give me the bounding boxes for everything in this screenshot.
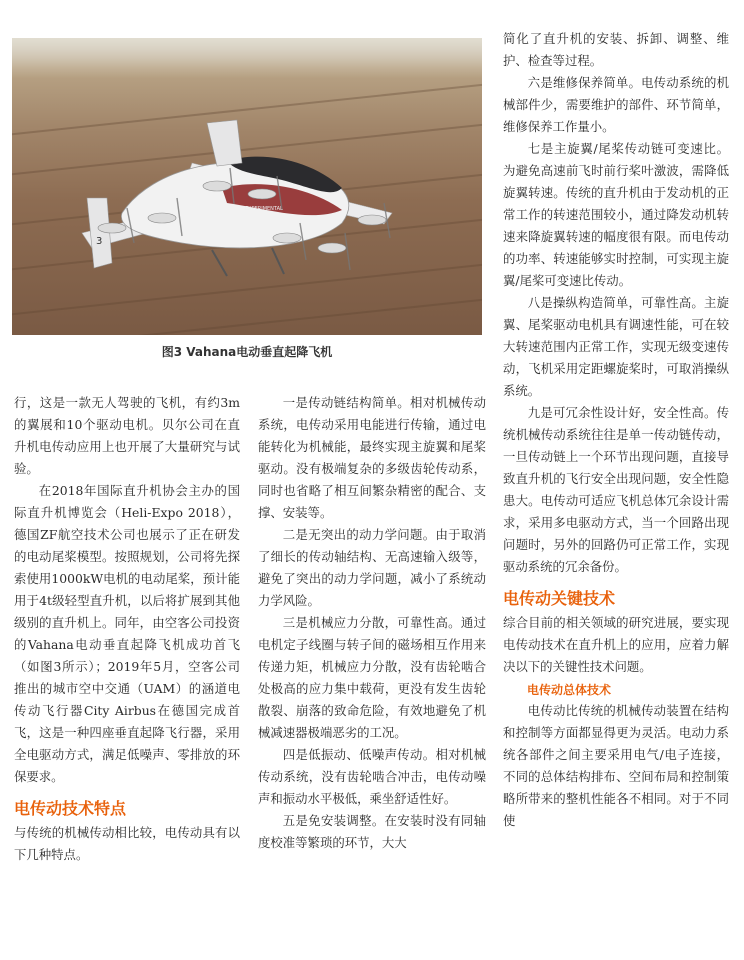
vahana-aircraft-illustration — [12, 38, 482, 335]
paragraph: 四是低振动、低噪声传动。相对机械传动系统，没有齿轮啮合冲击，电传动噪声和振动水平极低，乘坐舒适性好。 — [258, 747, 486, 806]
figure-caption: 图3 Vahana电动垂直起降飞机 — [161, 345, 333, 359]
paragraph: 简化了直升机的安装、拆卸、调整、维护、检查等过程。 — [503, 31, 729, 68]
tail-number: 3 — [96, 236, 103, 247]
column-right — [503, 28, 729, 832]
paragraph: 一是传动链结构简单。相对机械传动系统，电传动采用电能进行传输，通过电能转化为机械能，最终实现主旋翼和尾桨驱动。没有极端复杂的多级齿轮传动系，同时也省略了相互间繁杂精密的配合、支撑、安装等。 — [258, 395, 486, 520]
subsection-heading: 电传动总体技术 — [527, 683, 612, 697]
section-heading: 电传动技术特点 — [14, 799, 127, 818]
paragraph: 与传统的机械传动相比较，电传动具有以下几种特点。 — [14, 825, 240, 862]
paragraph: 八是操纵构造简单，可靠性高。主旋翼、尾桨驱动电机具有调速性能，可在较大转速范围内正常工作，实现无级变速传动，飞机采用定距螺旋桨时，可取消操纵系统。 — [503, 295, 729, 398]
paragraph: 三是机械应力分散，可靠性高。通过电机定子线圈与转子间的磁场相互作用来传递力矩，机械应力分散，没有齿轮啮合处极高的应力集中载荷，更没有发生齿轮散裂、崩落的致命危险，有效地避免了机械减速器极端恶劣的工况。 — [258, 615, 486, 740]
paragraph: 九是可冗余性设计好，安全性高。传统机械传动系统往往是单一传动链传动，一旦传动链上一个环节出现问题，直接导致直升机的飞行安全出现问题，安全性隐患大。电传动可适应飞机总体冗余设计需求，采用多电驱动方式，当一个回路出现问题时，另外的回路仍可正常工作，实现驱动系统的冗余备份。 — [503, 405, 729, 574]
paragraph: 行，这是一款无人驾驶的飞机，有约3m的翼展和10个驱动电机。贝尔公司在直升机电传动应用上也开展了大量研究与试验。 — [14, 395, 240, 476]
aircraft-photo — [12, 38, 482, 335]
paragraph: 在2018年国际直升机协会主办的国际直升机博览会（Heli-Expo 2018），德国ZF航空技术公司也展示了正在研发的电动尾桨模型。按照规划，公司将先探索使用1000kW电机的电动尾桨，预计能用于4t级轻型直升机，以后将扩展到其他级别的直升机上。同年，由空客公司投资的Vahana电动垂直起降飞机成功首飞（如图3所示）；2019年5月，空客公司推出的城市空中交通（UAM）的涵道电传动飞行器City Airbus在德国完成首飞，这是一种四座垂直起降飞行器，采用全电驱动方式，满足低噪声、零排放的环保要求。 — [14, 483, 240, 784]
paragraph: 二是无突出的动力学问题。由于取消了细长的传动轴结构、无高速输入级等，避免了突出的动力学问题，减小了系统动力学风险。 — [258, 527, 486, 608]
paragraph: 五是免安装调整。在安装时没有同轴度校准等繁琐的环节，大大 — [258, 813, 486, 850]
column-middle — [258, 392, 486, 854]
paragraph: 六是维修保养简单。电传动系统的机械部件少，需要维护的部件、环节简单，维修保养工作量小。 — [503, 75, 729, 134]
paragraph: 综合目前的相关领域的研究进展，要实现电传动技术在直升机上的应用，应着力解决以下的关键性技术问题。 — [503, 615, 729, 674]
section-heading: 电传动关键技术 — [503, 589, 616, 608]
paragraph: 电传动比传统的机械传动装置在结构和控制等方面都显得更为灵活。电动力系统各部件之间主要采用电气/电子连接，不同的总体结构排布、空间布局和控制策略所带来的整机性能各不相同。对于不同使 — [503, 703, 729, 828]
side-marking: EXPERIMENTAL — [245, 206, 283, 212]
column-left — [14, 392, 240, 866]
paragraph: 七是主旋翼/尾桨传动链可变速比。为避免高速前飞时前行桨叶激波，需降低旋翼转速。传统的直升机由于发动机的正常工作的转速范围较小，通过降发动机转速来降旋翼转速的幅度很有限。而电传动的功率、转速能够实时控制，可实现主旋翼/尾桨可变速比传动。 — [503, 141, 729, 288]
